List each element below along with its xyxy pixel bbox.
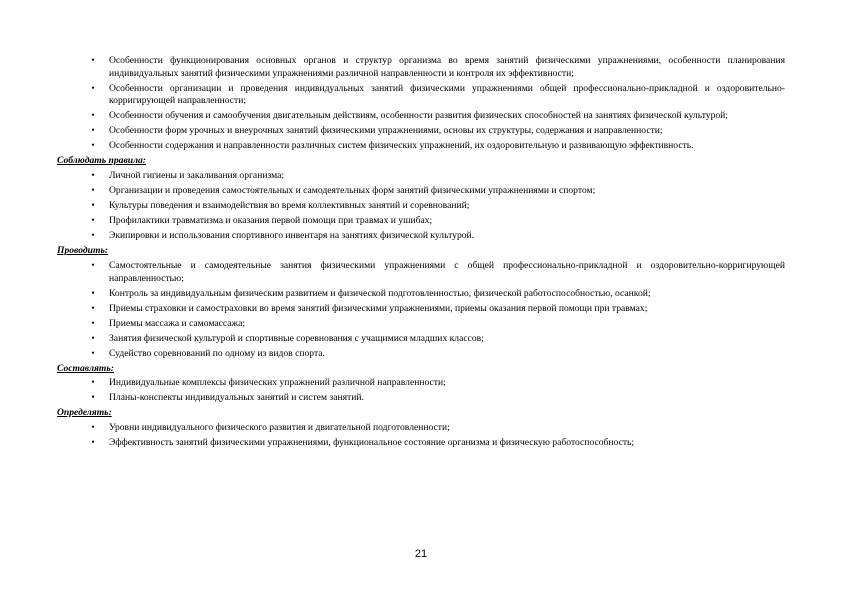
list-item-text: Особенности форм урочных и внеурочных занятий физическими упражнениями, основы их структуры, содержания и направленности; bbox=[109, 125, 663, 137]
document-content bbox=[57, 55, 785, 452]
bullet-icon: • bbox=[91, 392, 95, 404]
list-item-text: Самостоятельные и самодеятельные занятия физическими упражнениями с общей профессионально-прикладной и оздоровительно-корригирующей направленностью; bbox=[109, 260, 785, 284]
bullet-list-determine bbox=[57, 422, 785, 450]
list-item-text: Особенности организации и проведения индивидуальных занятий физическими упражнениями общей профессионально-прикладной и оздоровительно-корригирующей направленности; bbox=[109, 82, 785, 107]
list-item-text: Планы-конспекты индивидуальных занятий и систем занятий. bbox=[109, 392, 364, 404]
bullet-icon: • bbox=[91, 230, 95, 242]
list-item bbox=[57, 125, 785, 138]
list-item-text: Индивидуальные комплексы физических упражнений различной направленности; bbox=[109, 377, 446, 389]
bullet-icon: • bbox=[91, 125, 95, 137]
bullet-icon: • bbox=[91, 140, 95, 152]
list-item bbox=[57, 110, 785, 123]
list-item bbox=[57, 83, 785, 108]
section-heading-determine: Определять: bbox=[57, 407, 112, 419]
bullet-icon: • bbox=[91, 287, 95, 299]
section-heading-conduct: Проводить: bbox=[57, 245, 109, 257]
bullet-icon: • bbox=[91, 200, 95, 212]
list-item bbox=[57, 437, 785, 450]
bullet-list-features bbox=[57, 55, 785, 153]
list-item bbox=[57, 200, 785, 213]
bullet-icon: • bbox=[91, 347, 95, 359]
bullet-icon: • bbox=[91, 185, 95, 197]
list-item-text: Особенности обучения и самообучения двигательным действиям, особенности развития физических способностей на занятиях физической культурой; bbox=[109, 110, 728, 122]
list-item bbox=[57, 333, 785, 346]
list-item-text: Личной гигиены и закаливания организма; bbox=[109, 170, 285, 182]
bullet-list-conduct bbox=[57, 260, 785, 360]
list-item bbox=[57, 288, 785, 301]
bullet-icon: • bbox=[91, 110, 95, 122]
bullet-icon: • bbox=[91, 260, 95, 271]
bullet-list-compose bbox=[57, 377, 785, 405]
list-item-text: Контроль за индивидуальным физическим развитием и физической подготовленностью, физической работоспособностью, осанкой; bbox=[109, 287, 651, 299]
bullet-list-observe-rules bbox=[57, 170, 785, 243]
list-item bbox=[57, 318, 785, 331]
list-item bbox=[57, 215, 785, 228]
bullet-icon: • bbox=[91, 82, 95, 94]
list-item bbox=[57, 260, 785, 285]
list-item bbox=[57, 392, 785, 405]
list-item bbox=[57, 303, 785, 316]
page-number: 21 bbox=[414, 548, 428, 560]
section-heading-observe-rules: Соблюдать правила: bbox=[57, 155, 147, 167]
list-item bbox=[57, 140, 785, 153]
list-item bbox=[57, 377, 785, 390]
bullet-icon: • bbox=[91, 302, 95, 314]
list-item-text: Уровни индивидуального физического развития и двигательной подготовленности; bbox=[109, 422, 450, 434]
list-item bbox=[57, 230, 785, 243]
list-item-text: Приемы массажа и самомассажа; bbox=[109, 317, 246, 329]
bullet-icon: • bbox=[91, 422, 95, 434]
list-item-text: Организации и проведения самостоятельных и самодеятельных форм занятий физическими упражнениями и спортом; bbox=[109, 185, 596, 197]
list-item bbox=[57, 422, 785, 435]
bullet-icon: • bbox=[91, 332, 95, 344]
list-item-text: Приемы страховки и самостраховки во время занятий физическими упражнениями, приемы оказания первой помощи при травмах; bbox=[109, 302, 648, 314]
bullet-icon: • bbox=[91, 317, 95, 329]
bullet-icon: • bbox=[91, 377, 95, 389]
list-item-text: Судейство соревнований по одному из видов спорта. bbox=[109, 347, 325, 359]
list-item bbox=[57, 185, 785, 198]
bullet-icon: • bbox=[91, 215, 95, 227]
list-item-text: Экипировки и использования спортивного инвентаря на занятиях физической культурой. bbox=[109, 230, 475, 242]
list-item bbox=[57, 170, 785, 183]
list-item bbox=[57, 348, 785, 361]
section-heading-compose: Составлять: bbox=[57, 362, 114, 374]
list-item bbox=[57, 55, 785, 80]
list-item-text: Занятия физической культурой и спортивные соревнования с учащимися младших классов; bbox=[109, 332, 484, 344]
bullet-icon: • bbox=[91, 170, 95, 182]
bullet-icon: • bbox=[91, 55, 95, 66]
list-item-text: Культуры поведения и взаимодействия во время коллективных занятий и соревнований; bbox=[109, 200, 470, 212]
list-item-text: Профилактики травматизма и оказания первой помощи при травмах и ушибах; bbox=[109, 215, 433, 227]
list-item-text: Эффективность занятий физическими упражнениями, функциональное состояние организма и физическую работоспособность; bbox=[109, 437, 635, 449]
list-item-text: Особенности функционирования основных органов и структур организма во время занятий физическими упражнениями, особенности планирования индивидуальных занятий физическими упражнениями различной направленности и контроля их эффективности; bbox=[109, 55, 785, 79]
bullet-icon: • bbox=[91, 437, 95, 449]
list-item-text: Особенности содержания и направленности различных систем физических упражнений, их оздоровительную и развивающую эффективность. bbox=[109, 140, 694, 152]
